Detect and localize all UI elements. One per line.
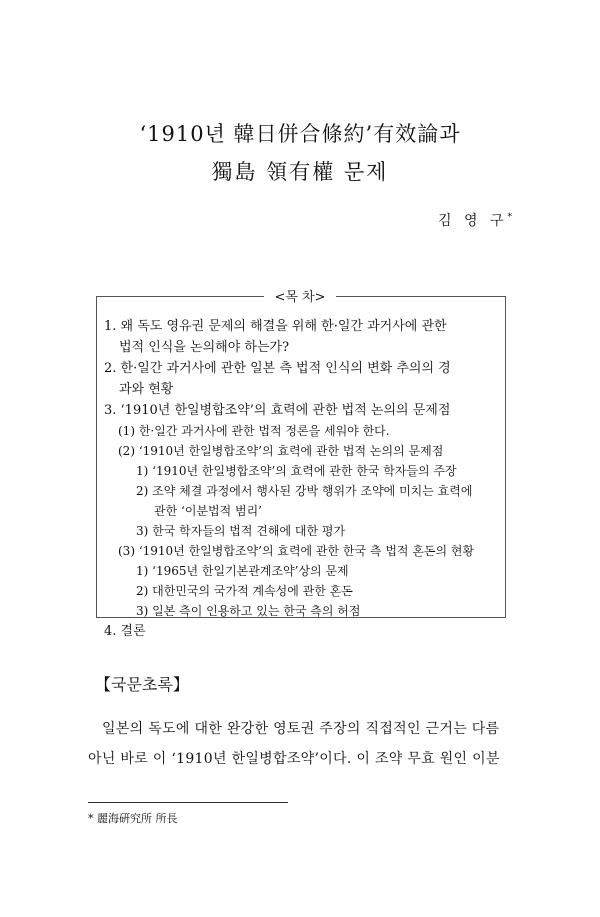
- toc-subsubitem: 2) 대한민국의 국가적 계속성에 관한 혼돈: [136, 584, 353, 598]
- author-footnote-marker: *: [507, 212, 512, 223]
- toc-item: 1. 왜 독도 영유권 문제의 해결을 위해 한·일간 과거사에 관한: [104, 319, 447, 334]
- toc-subsubitem: 3) 일본 측이 인용하고 있는 한국 측의 허점: [136, 604, 361, 618]
- toc-subsubitem-continuation: 관한 ‘이분법적 범리’: [154, 504, 262, 518]
- toc-subsubitem: 2) 조약 체결 과정에서 행사된 강박 행위가 조약에 미치는 효력에: [136, 484, 473, 498]
- toc-subsubitem: 1) ‘1910년 한일병합조약’의 효력에 관한 한국 학자들의 주장: [136, 464, 457, 478]
- abstract-body: [88, 714, 514, 774]
- paper-title-line-1: ‘1910년 韓日併合條約’有效論과: [139, 122, 461, 146]
- toc-list: [104, 316, 502, 642]
- toc-subitem: (1) 한·일간 과거사에 관한 법적 정론을 세워야 한다.: [118, 424, 390, 438]
- toc-heading: [0, 286, 600, 305]
- footnote-divider: [88, 802, 288, 803]
- footnote: * 麗海硏究所 所長: [88, 812, 178, 825]
- author-name-text: 김 영 구: [438, 213, 508, 229]
- toc-item: 3. ‘1910년 한일병합조약’의 효력에 관한 법적 논의의 문제점: [104, 403, 451, 418]
- toc-item-continuation: 과와 현황: [119, 382, 174, 397]
- toc-subitem: (2) ‘1910년 한일병합조약’의 효력에 관한 법적 논의의 문제점: [118, 444, 444, 458]
- abstract-line: 아닌 바로 이 ‘1910년 한일병합조약’이다. 이 조약 무효 원인 이분: [88, 751, 500, 767]
- toc-heading-text: <목 차>: [264, 290, 335, 305]
- toc-subsubitem: 3) 한국 학자들의 법적 견해에 대한 평가: [136, 524, 346, 538]
- abstract-line: 일본의 독도에 대한 완강한 영토권 주장의 직접적인 근거는 다름: [102, 721, 500, 737]
- paper-title-line-2: 獨島 領有權 문제: [211, 160, 389, 184]
- toc-subsubitem: 1) ‘1965년 한일기본관계조약’상의 문제: [136, 564, 349, 578]
- toc-item-continuation: 법적 인식을 논의해야 하는가?: [119, 340, 290, 355]
- toc-item: 2. 한·일간 과거사에 관한 일본 측 법적 인식의 변화 추의의 경: [104, 361, 451, 376]
- author-name: [438, 210, 512, 230]
- toc-subitem: (3) ‘1910년 한일병합조약’의 효력에 관한 한국 측 법적 혼돈의 현황: [118, 544, 475, 558]
- toc-item: 4. 결론: [104, 624, 146, 639]
- abstract-heading: 【국문초록】: [95, 675, 189, 694]
